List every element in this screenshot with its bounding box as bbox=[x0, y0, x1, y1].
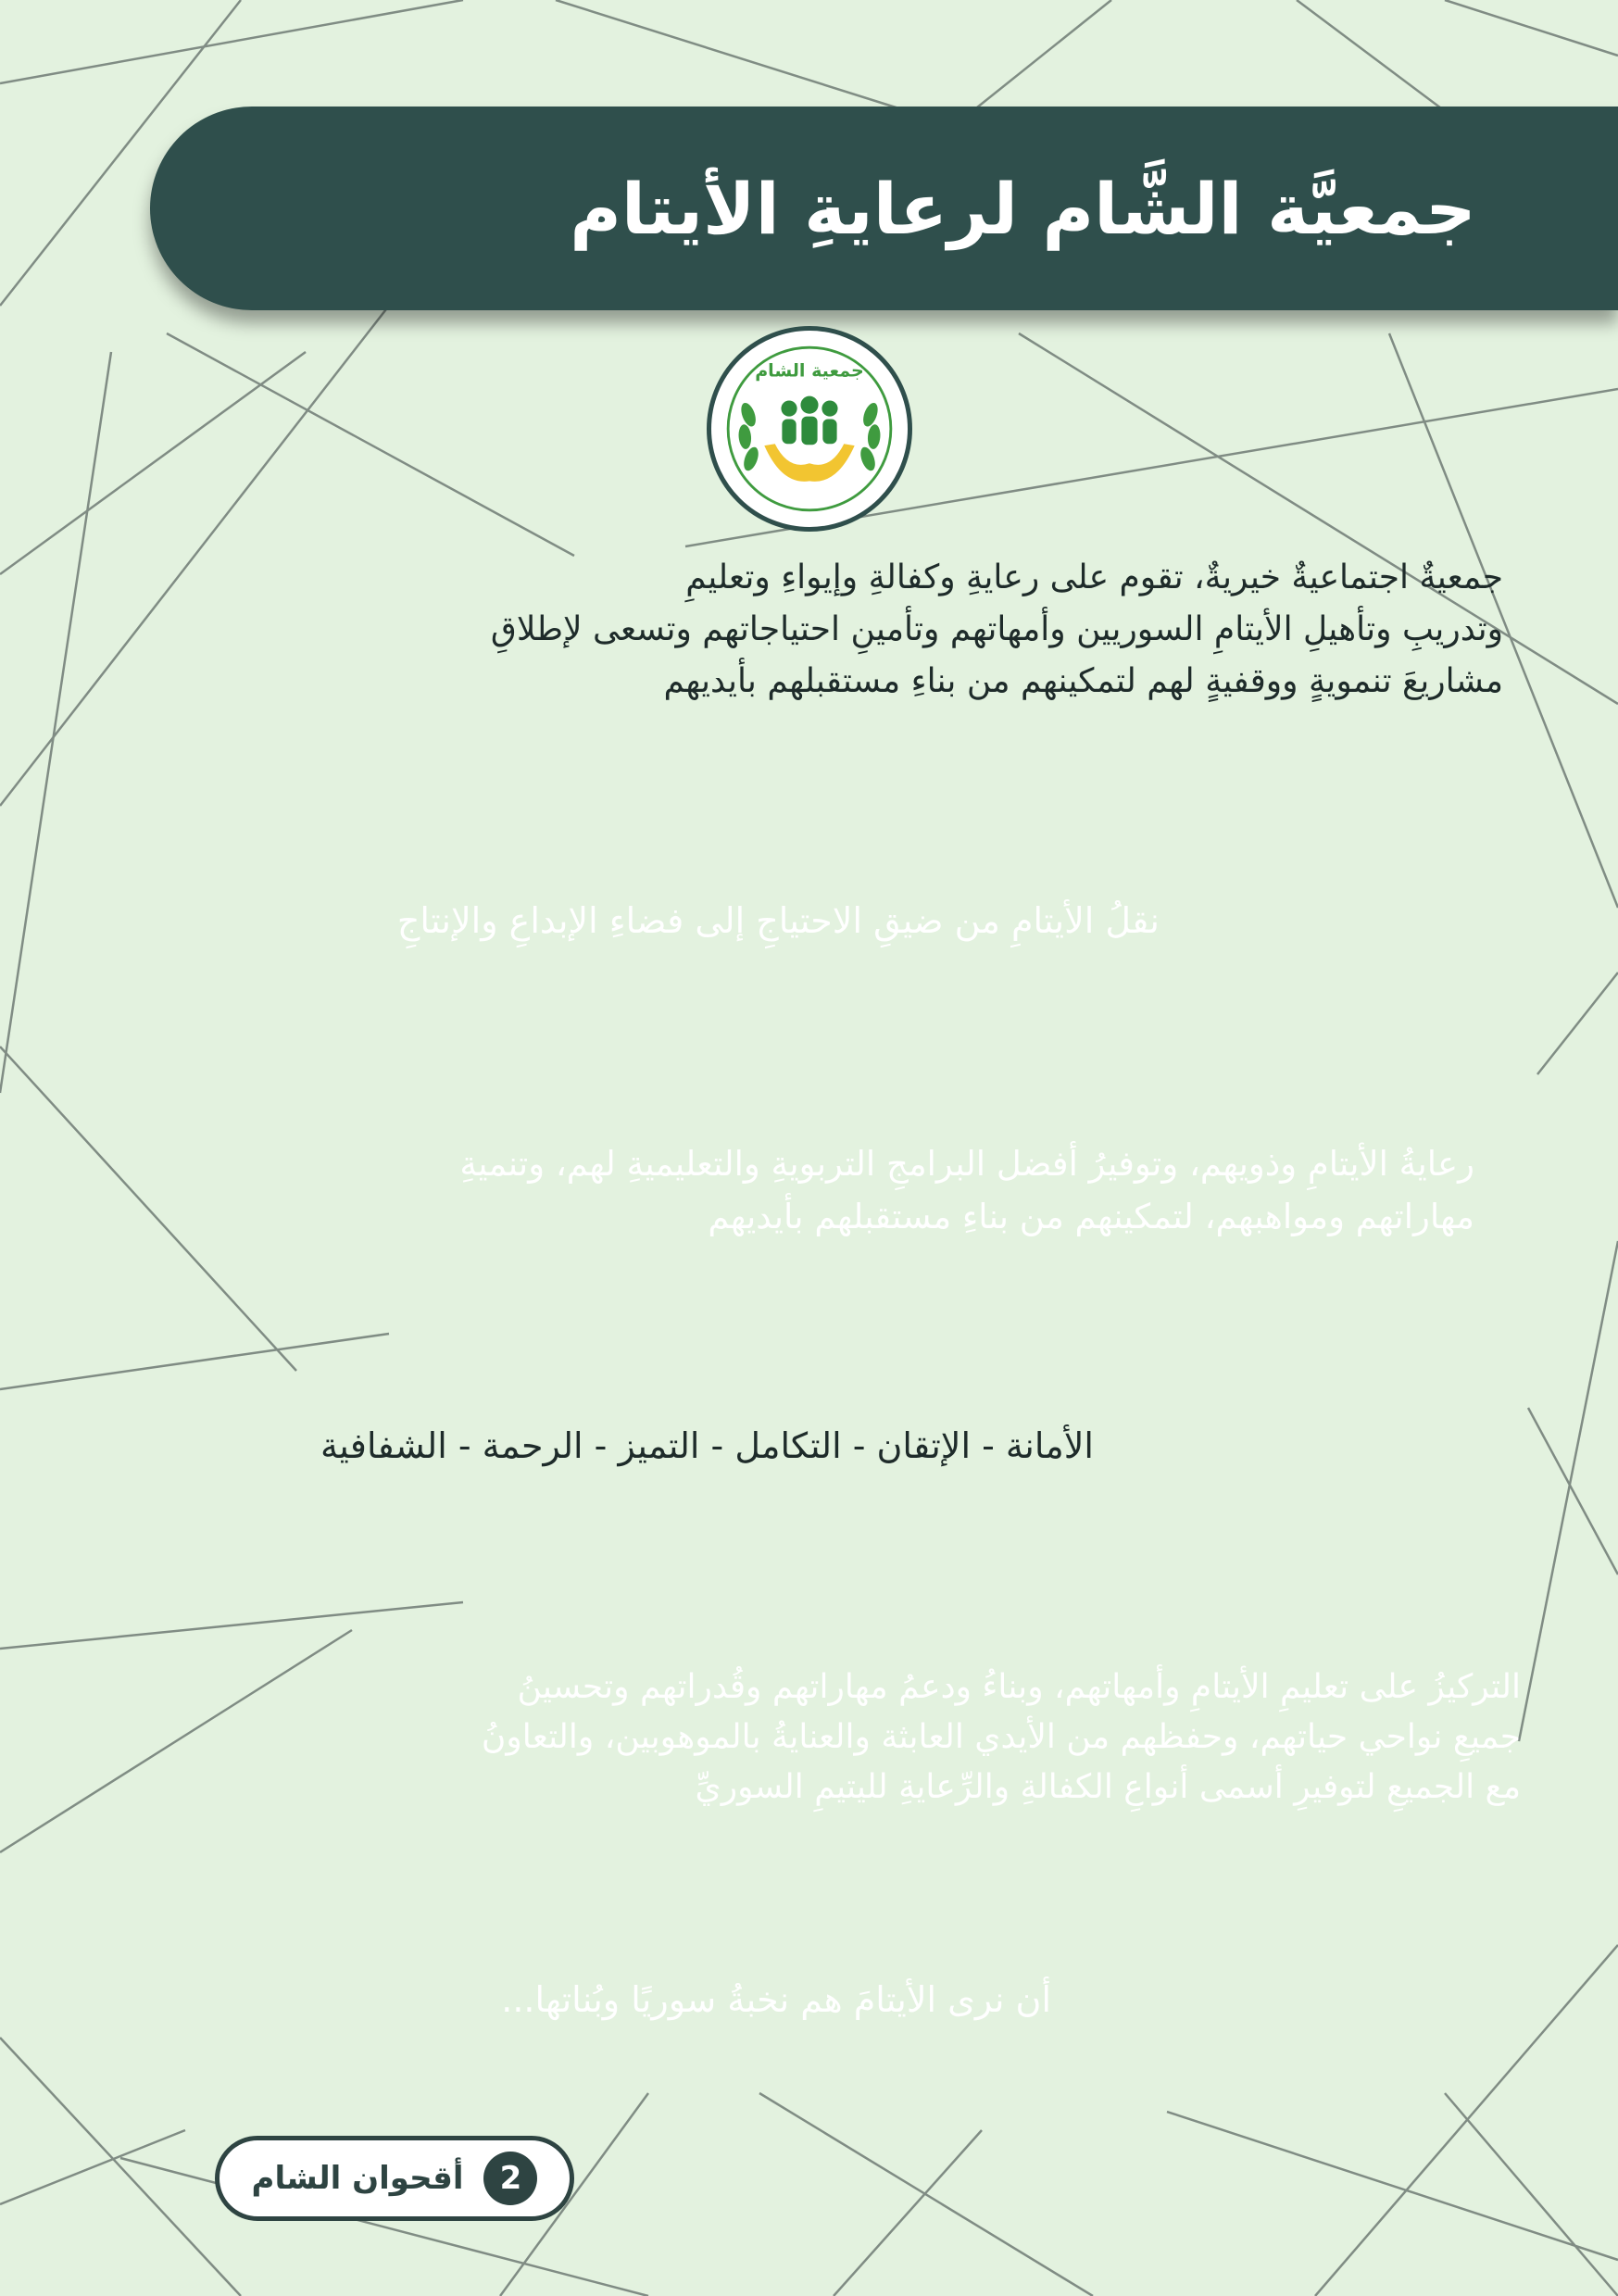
page-title: جمعيَّة الشَّام لرعايةِ الأيتام bbox=[570, 167, 1476, 250]
short-goals-line-3: مع الجميعِ لتوفيرِ أسمى أنواعِ الكفالةِ والرِّعايةِ لليتيمِ السوريِّ bbox=[695, 1768, 1521, 1806]
long-goals-line-1: أن نرى الأيتامَ هم نخبةُ سوريًا وبُناتها... bbox=[501, 1979, 1051, 2020]
logo-text: جمعية الشام bbox=[755, 359, 864, 382]
short-goals-line-1: التركيزُ على تعليمِ الأيتامِ وأمهاتهم، وبناءُ ودعمُ مهاراتهم وقُدراتهم وتحسينُ bbox=[517, 1668, 1521, 1706]
mission-line-1: رعايةُ الأيتامِ وذويهم، وتوفيرُ أفضل البرامجِ التربويةِ والتعليميةِ لهم، وتنميةِ bbox=[459, 1144, 1474, 1184]
about-line-1: جمعيةٌ اجتماعيةٌ خيريةٌ، تقوم على رعايةِ وكفالةِ وإيواءِ وتعليمِ bbox=[685, 558, 1503, 596]
values-text bbox=[168, 1419, 1094, 1474]
vision-text bbox=[141, 894, 1160, 948]
about-text bbox=[299, 552, 1503, 707]
values-line-1: الأمانة - الإتقان - التكامل - التميز - الرحمة - الشفافية bbox=[320, 1425, 1094, 1466]
vision-line-1: نقلُ الأيتامِ من ضيقِ الاحتياجِ إلى فضاءِ الإبداعِ والإنتاجِ bbox=[396, 900, 1160, 941]
logo-emblem-icon bbox=[711, 331, 908, 527]
page-number: 2 bbox=[483, 2152, 537, 2205]
organization-logo bbox=[707, 326, 912, 532]
short-goals-text bbox=[261, 1662, 1521, 1813]
mission-text bbox=[270, 1137, 1474, 1244]
mission-line-2: مهاراتهم ومواهبهم، لتمكينهم من بناءِ مستقبلهم بأيديهم bbox=[708, 1197, 1474, 1237]
long-goals-text bbox=[218, 1973, 1051, 2027]
about-line-2: وتدريبِ وتأهيلِ الأيتامِ السوريين وأمهاتهم وتأمينِ احتياجاتهم وتسعى لإطلاقِ bbox=[490, 609, 1503, 648]
footer-label: أقحوان الشام bbox=[251, 2160, 464, 2197]
footer-badge bbox=[215, 2136, 574, 2221]
short-goals-line-2: جميعِ نواحي حياتهم، وحفظهم من الأيدي العابثة والعنايةُ بالموهوبين، والتعاونُ bbox=[481, 1718, 1521, 1756]
about-line-3: مشاريعَ تنمويةٍ ووقفيةٍ لهم لتمكينهم من بناءِ مستقبلهم بأيديهم bbox=[663, 661, 1503, 700]
title-banner bbox=[150, 107, 1618, 310]
